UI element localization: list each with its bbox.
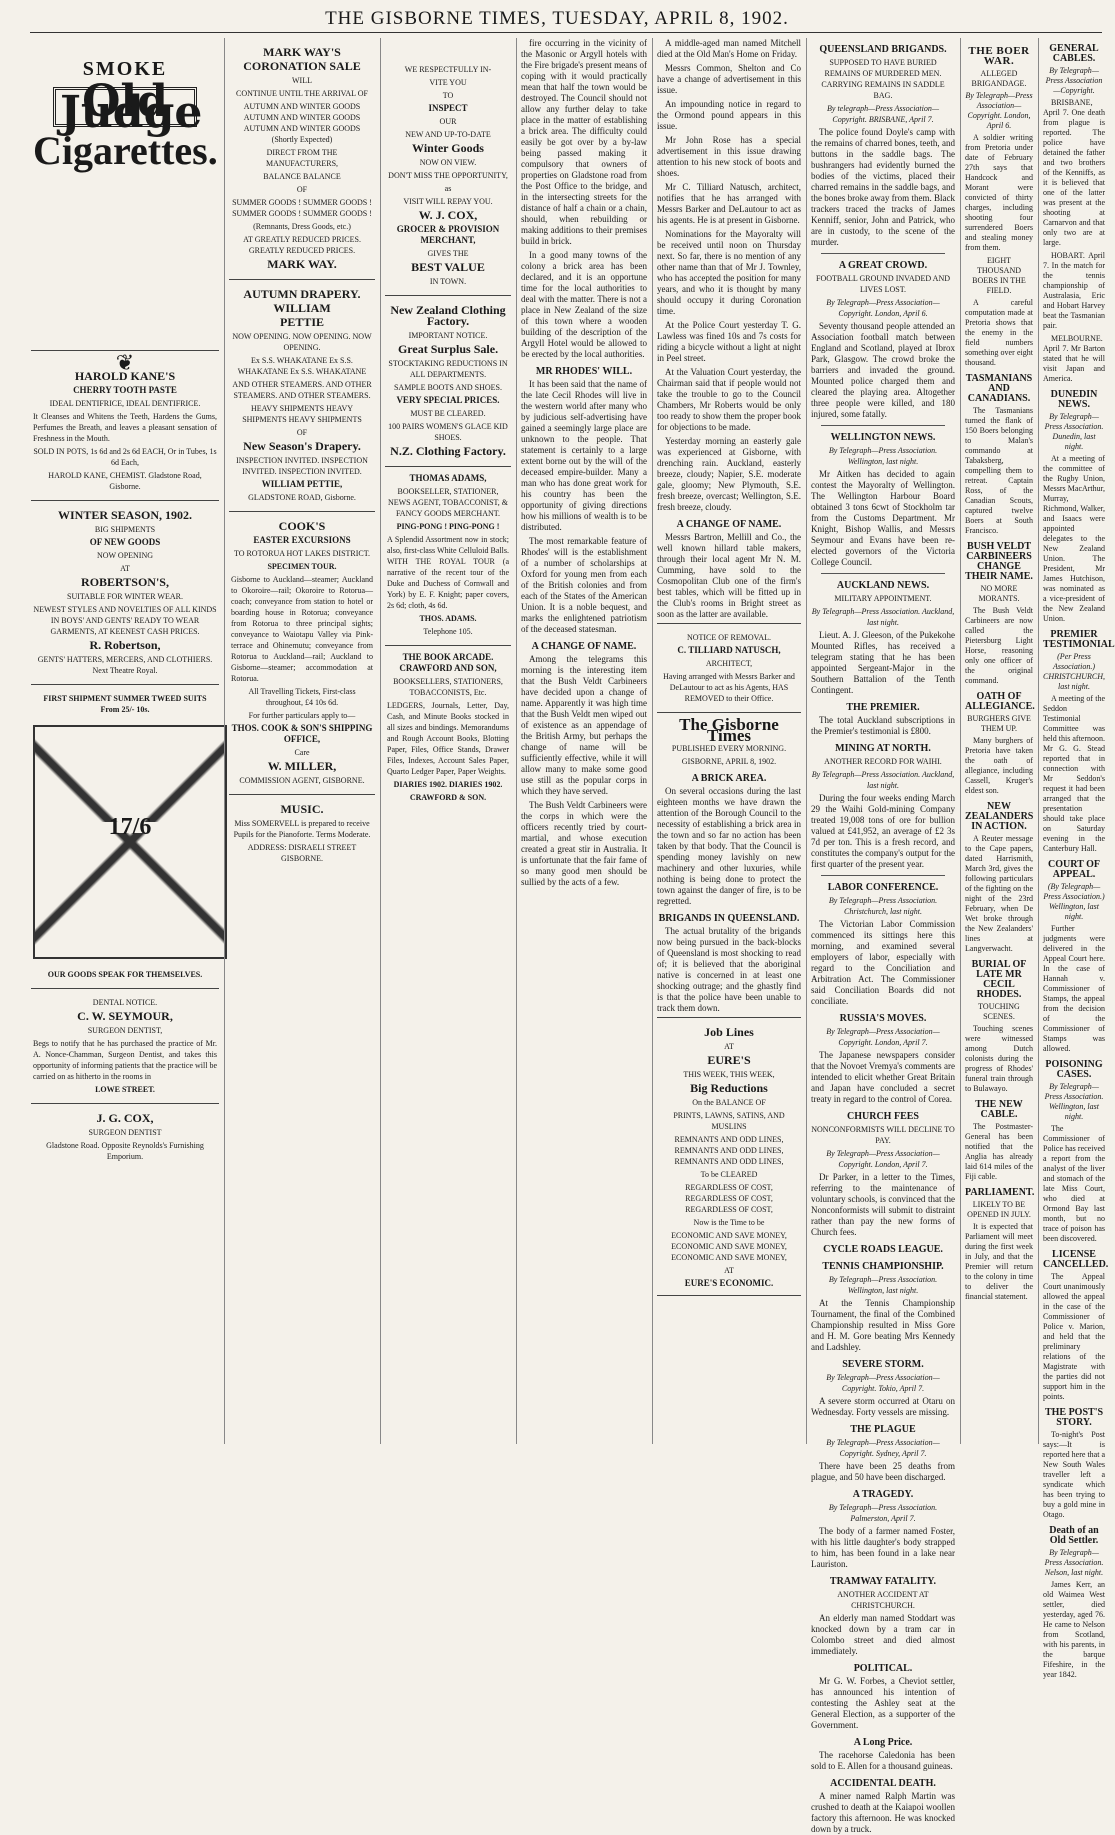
robertson-shop: ROBERTSON'S, (81, 575, 169, 589)
cook-to: TO ROTORUA HOT LAKES DISTRICT. (233, 549, 371, 558)
plague-by: By Telegraph—Press Association—Copyright. Sydney, April 7. (826, 1438, 940, 1458)
nz-clothing-ad (385, 296, 511, 467)
dental-body: Begs to notify that he has purchased the practice of Mr. A. Nonce-Chamman, Surgeon Dentist, and takes this opportunity of informing patients that the practice will be carried on as hitherto in the rooms in (33, 1039, 217, 1081)
tragedy-by: By Telegraph—Press Association. Palmerston, April 7. (828, 1503, 938, 1523)
cox-vite: VITE YOU (429, 78, 467, 87)
change-name-heading: A CHANGE OF NAME. (531, 641, 637, 652)
brick-area-heading: A BRICK AREA. (691, 773, 767, 784)
music-addr: ADDRESS: DISRAELI STREET GISBORNE. (247, 843, 357, 863)
brigands-heading: BRIGANDS IN QUEENSLAND. (658, 913, 800, 924)
robertson-ad (31, 501, 219, 685)
column-1 (28, 38, 222, 1444)
nz-action-heading: NEW ZEALANDERS IN ACTION. (965, 801, 1034, 832)
cigarettes-title: Cigarettes. (33, 128, 218, 173)
post-story-heading: THE POST'S STORY. (1044, 1407, 1104, 1428)
column-divider (224, 38, 225, 1444)
pettie-drapery: New Season's Drapery. (243, 439, 361, 453)
tasmanians-heading: TASMANIANS AND CANADIANS. (965, 373, 1033, 404)
article-paragraph: Messrs Common, Shelton and Co have a change of advertisement in this issue. (657, 63, 801, 95)
column-6 (808, 38, 958, 1834)
article-paragraph: The Appeal Court unanimously allowed the appeal in the case of the Commissioner of Police v. Marion, and held that the preliminary relations of the Magistrate with the parties did not support him in the points. (1043, 1272, 1105, 1401)
robertson-name: R. Robertson, (89, 638, 161, 652)
jobs-now: Now is the Time to be (693, 1218, 765, 1227)
dentist2-name: J. G. COX, (96, 1111, 154, 1125)
article-paragraph: It has been said that the name of the late Cecil Rhodes will live in the western world after many who by judicious self-advertising have gained a seemingly large place are unknown to the people. That statement is certainly to a large extent borne out by the will of the deceased empire-builder. Many a man who has done great work for his country has been the opportunity of giving directions how his millions of wealth is to be distributed. (521, 379, 647, 532)
article-paragraph: BRISBANE, April 7. One death from plague is reported. The police have detained the father and two brothers of the Kenniffs, as it is believed that one of the latter was present at the shooting at Carnarvon and that only two are at large. (1043, 98, 1105, 247)
nz-factory: N.Z. Clothing Factory. (390, 444, 506, 458)
toothpaste-ad (31, 351, 219, 501)
dentist2-title: SURGEON DENTIST (88, 1128, 162, 1137)
article-paragraph: In a good many towns of the colony a brick area has been declared, and it is an opportune time for the local authorities to deal with the matter. There is not a place in New Zealand of the size of this town where a wooden building of the description of the Argyll Hotel would be allowed to be erected by the local authorities. (521, 250, 647, 359)
church-heading: CHURCH FEES (847, 1111, 919, 1122)
markway-of: OF (296, 185, 308, 194)
cook-body: Gisborne to Auckland—steamer; Auckland to Okoroire—rail; Okoroire to Rotorua—coach; conveyance from station to hotel or boarding house in Rotorua; conveyance from Rotorua to three principal sights; conveyance to Waiotapu Valley via Pink-terrace and Ohinemutu; conveyance from Rotorua to Auckland—rail; Auckland to Gisborne—steamer; accommodation at Rotorua. (231, 575, 373, 683)
nz-surplus: Great Surplus Sale. (397, 342, 499, 356)
column-2 (226, 38, 378, 1444)
tailor-top: FIRST SHIPMENT SUMMER TWEED SUITS From 25/- 10s. (43, 694, 207, 714)
robertson-trade: GENTS' HATTERS, MERCERS, AND CLOTHIERS. Next Theatre Royal. (37, 655, 213, 675)
tailor-diamond (33, 725, 227, 959)
russia-by: By Telegraph—Press Association—Copyright. London, April 7. (826, 1027, 940, 1047)
cook-price: All Travelling Tickets, First-class throughout, £4 10s 6d. (248, 687, 356, 707)
column-divider (806, 38, 807, 1444)
dunedin-by: By Telegraph—Press Association. Dunedin, last night. (1044, 412, 1104, 451)
book-arcade-ad (385, 646, 511, 811)
waihi-by: By Telegraph—Press Association. Auckland, last night. (811, 770, 955, 790)
crowd-sub: FOOTBALL GROUND INVADED AND LIVES LOST. (816, 274, 950, 294)
gisborne-times-title: The Gisborne Times (679, 715, 779, 745)
column-7 (962, 38, 1036, 1444)
pettie-ad (229, 280, 375, 512)
article-paragraph: The racehorse Caledonia has been sold to E. Allen for a thousand guineas. (811, 1750, 955, 1771)
winter-line-1: BIG SHIPMENTS (94, 525, 156, 534)
article-paragraph: The actual brutality of the brigands now being pursued in the back-blocks of Queensland is most shocking to read of; it is believed that the aboriginal native is concerned in at least one shocking outrage; and the ghastly find is that the police have been unable to track them down. (657, 926, 801, 1013)
premier-testimonial-heading: PREMIER TESTIMONIAL (1043, 629, 1115, 650)
markway-goods: AUTUMN AND WINTER GOODS AUTUMN AND WINTER GOODS AUTUMN AND WINTER GOODS (Shortly Expected) (243, 102, 361, 144)
old-settler-by: By Telegraph—Press Association. Nelson, last night. (1044, 1548, 1104, 1577)
article-paragraph: The Japanese newspapers consider that the Novoet Vremya's comments are intended to elicit whether Great Britain and Japan have concluded a secret treaty in regard to the control of Corea. (811, 1050, 955, 1104)
dental-title: SURGEON DENTIST, (87, 1026, 163, 1035)
gt-date: GISBORNE, APRIL 8, 1902. (681, 757, 777, 766)
crest-icon: ❦ (115, 350, 135, 375)
toothpaste-line: IDEAL DENTIFRICE, IDEAL DENTIFRICE. (49, 399, 201, 408)
winter-line-4: AT (120, 564, 130, 573)
premier-heading: THE PREMIER. (846, 702, 920, 713)
tailor-price: 17/6 (90, 822, 170, 833)
markway-will: WILL (292, 76, 312, 85)
cox-as: as (444, 184, 452, 193)
notice-title: ARCHITECT, (705, 659, 753, 668)
cox-name: W. J. COX, (418, 208, 478, 222)
cox-our: OUR (439, 117, 457, 126)
bush-veldt-heading: BUSH VELDT CARBINEERS CHANGE THEIR NAME. (965, 541, 1033, 582)
crowd-by: By Telegraph—Press Association—Copyright. London, April 6. (826, 298, 940, 318)
jobs-items: PRINTS, LAWNS, SATINS, AND MUSLINS (673, 1111, 785, 1131)
article-paragraph: The total Auckland subscriptions in the Premier's testimonial is £800. (811, 715, 955, 736)
wellington-heading: WELLINGTON NEWS. (830, 432, 936, 443)
court-appeal-by: (By Telegraph—Press Association.) Wellington, last night. (1043, 882, 1105, 921)
article-paragraph: The Bush Veldt Carbineers are now called the Pietersburg Light Horse, reasoning only one officer of the original command. (965, 606, 1033, 685)
book-body: LEDGERS, Journals, Letter, Day, Cash, and Minute Books stocked in all sizes and bindings. Memorandums and Rough Account Books, Blotting Paper, Files, Office Stands, Drawer Files, Indexes, Account Sales Paper, Quarto Ledger Paper, Paper Weights. (387, 701, 509, 776)
auckland-by: By Telegraph—Press Association. Auckland, last night. (811, 607, 955, 627)
adams-trade: BOOKSELLER, STATIONER, NEWS AGENT, TOBACCONIST, & FANCY GOODS MERCHANT. (387, 487, 509, 518)
article-paragraph: At the Valuation Court yesterday, the Chairman said that if people would not take the trouble to go to the Council Chambers, Mr Roberts would be only too ready to show them the proper book for objections to be made. (657, 367, 801, 432)
article-paragraph: It is expected that Parliament will meet during the first week in July, and that the Premier will return to the colony in time to deliver the financial statement. (965, 1222, 1033, 1301)
music-ad (229, 795, 375, 872)
article-paragraph: Further judgments were delivered in the Appeal Court here. In the case of Hannah v. Commissioner of Stamps, the appeal from the decision of the Commissioner of Stamps was allowed. (1043, 924, 1105, 1053)
boer-sub-2: EIGHT THOUSAND BOERS IN THE FIELD. (972, 256, 1026, 295)
article-paragraph: At the Police Court yesterday T. G. Lawless was fined 10s and 7s costs for riding a bicycle without a light at night in Peel street. (657, 320, 801, 363)
boer-by: By Telegraph—Press Association—Copyright. London, April 6. (965, 91, 1033, 130)
qb-sub: SUPPOSED TO HAVE BURIED REMAINS OF MURDERED MEN. CARRYING REMAINS IN SADDLE BAG. (821, 58, 945, 100)
autumn-title: AUTUMN DRAPERY. (243, 287, 361, 301)
markway-direct: DIRECT FROM THE MANUFACTURERS, (265, 148, 339, 168)
article-paragraph: Lieut. A. J. Gleeson, of the Pukekohe Mounted Rifles, has received a telegram stating that he has been appointed Sergeant-Major in the Southern Battalion of the Tenth Contingent. (811, 630, 955, 695)
cox-view: NOW ON VIEW. (419, 158, 477, 167)
book-trade: BOOKSELLERS, STATIONERS, TOBACCONISTS, Etc. (393, 677, 503, 697)
dental-ad (31, 989, 219, 1104)
wellington-by: By Telegraph—Press Association. Wellington, last night. (828, 446, 938, 466)
divider (821, 875, 945, 876)
adams-name: THOMAS ADAMS, (409, 473, 487, 483)
book-name: CRAWFORD AND SON, (399, 663, 497, 673)
article-paragraph: The Tasmanians turned the flank of 150 Boers belonging to Malan's commando at Tabaksberg, compelling them to retreat. Captain Ross, of the Canadian Scouts, captured twelve Boers at South Francisco. (965, 406, 1033, 535)
jobs-at: AT (724, 1042, 734, 1051)
article-paragraph: On several occasions during the last eighteen months we have drawn the attention of the Borough Council to the necessity of establishing a brick area in the town and so far no action has been taken by that body. That the Council is spending money lavishly on new machinery and other luxuries, while nothing is being done to protect the town against the danger of fire, is to be regretted. (657, 786, 801, 906)
article-paragraph: Mr Aitken has decided to again contest the Mayoralty of Wellington. The Wellington Harbour Board obtained 3 tons 6cwt of Stockholm tar from the Customs Department. Mr Knight, Bishop Wallis, and Messrs Seymour and Evans have been re-elected governors of the Victoria College Council. (811, 469, 955, 567)
premier-testimonial-by: (Per Press Association.) CHRISTCHURCH, last night. (1043, 652, 1106, 691)
toothpaste-title: CHERRY TOOTH PASTE (73, 385, 177, 395)
article-paragraph: Nominations for the Mayoralty will be received until noon on Thursday next. So far, there is no mention of any other name than that of Mr J. Townley, who has accepted the position for many years, and who it is thought by many should occupy it during Coronation time. (657, 229, 801, 316)
column-divider (652, 38, 653, 1444)
tailor-ad (31, 685, 219, 989)
article-paragraph: At the Tennis Championship Tournament, the final of the Combined Championship resulted in Miss Gore and H. M. Gore beating Mrs Kennedy and Ladshley. (811, 1298, 955, 1352)
column-8 (1040, 38, 1115, 1679)
waihi-heading: MINING AT NORTH. (835, 743, 931, 754)
jobs-at2: AT (724, 1266, 734, 1275)
accidental-death-heading: ACCIDENTAL DEATH. (830, 1778, 936, 1789)
cox-grocer: GROCER & PROVISION (396, 224, 500, 234)
divider (821, 573, 945, 574)
jobs-week: THIS WEEK, THIS WEEK, (683, 1070, 775, 1079)
smoke-heading: SMOKE (82, 58, 168, 80)
article-paragraph: Mr C. Tilliard Natusch, architect, notifies that he has arranged with Messrs Barker and DeLautour to act as his agents. He is at present in Gisborne. (657, 182, 801, 225)
cook-title: COOK'S (278, 519, 326, 533)
article-paragraph: To-night's Post says:—It is reported here that a New South Wales traveller left a syndicate which has been trying to buy a gold mine in Otago. (1043, 1430, 1105, 1519)
adams-phone: Telephone 105. (423, 627, 473, 636)
book-diaries: DIARIES 1902. DIARIES 1902. (393, 780, 503, 789)
jobs-title: Job Lines (704, 1025, 754, 1039)
cox-to: TO (442, 91, 454, 100)
oath-heading: OATH OF ALLEGIANCE. (965, 691, 1035, 712)
article-paragraph: During the four weeks ending March 29 the Waihi Gold-mining Company treated 19,008 tons of ore for bullion valued at £41,952, an average of £2 3s 7d per ton. This is a fresh record, and constitutes the company's output for the first quarter of the present year. (811, 793, 955, 869)
cycle-heading: CYCLE ROADS LEAGUE. (823, 1244, 943, 1255)
long-price-heading: A Long Price. (853, 1737, 913, 1748)
article-paragraph: Messrs Bartron, Mellill and Co., the well known hillard table makers, through their local agent Mr N. M. Cumming, have sold to the Cosmopolitan Club one of the firm's best tables, which will be fitted up in the Club's rooms in Bright street as soon as the latter are available. (657, 532, 801, 619)
article-paragraph: A severe storm occurred at Otaru on Wednesday. Forty vessels are missing. (811, 1396, 955, 1417)
cox-town: IN TOWN. (429, 277, 467, 286)
column-5 (654, 38, 804, 1444)
cox-dentist-ad (31, 1104, 219, 1170)
new-cable-heading: THE NEW CABLE. (975, 1099, 1023, 1120)
storm-by: By Telegraph—Press Association—Copyright. Tokio, April 7. (826, 1373, 940, 1393)
jobs-footer: EURE'S ECONOMIC. (684, 1278, 774, 1288)
natusch-ad (657, 623, 801, 713)
markway-ad (229, 38, 375, 280)
column-4 (518, 38, 650, 1444)
article-paragraph: A careful computation made at Pretoria shows that the enemy in the field numbers something over eight thousand. (965, 298, 1033, 367)
markway-prices: AT GREATLY REDUCED PRICES. GREATLY REDUCED PRICES. (243, 235, 361, 255)
column-divider (516, 38, 517, 1444)
boer-war-heading: THE BOER WAR. (968, 45, 1030, 67)
article-paragraph: Mr G. W. Forbes, a Cheviot settler, has announced his intention of contesting the Ashley seat at the General Election, as a supporter of the Government. (811, 1676, 955, 1730)
rhodes-will-heading: MR RHODES' WILL. (535, 366, 633, 377)
nz-stock: STOCKTAKING REDUCTIONS IN ALL DEPARTMENTS. (388, 359, 508, 379)
jobs-cleared: To be CLEARED (700, 1170, 758, 1179)
article-paragraph: A soldier writing from Pretoria under date of February 27th says that Handcock and Morant were convicted of thirty charges, including shooting four surrendered Boers and stealing money from them. (965, 133, 1033, 252)
jobs-on: On the BALANCE OF (692, 1098, 766, 1107)
toothpaste-chemist: HAROLD KANE, CHEMIST. Gladstone Road, Gisborne. (48, 471, 202, 491)
bush-veldt-sub: NO MORE MORANTS. (978, 584, 1020, 603)
article-paragraph: The Postmaster-General has been notified that the Anglia has already laid 614 miles of the Fiji cable. (965, 1122, 1033, 1181)
dunedin-heading: DUNEDIN NEWS. (1050, 389, 1098, 410)
pettie-other: AND OTHER STEAMERS. AND OTHER STEAMERS. AND OTHER STEAMERS. (232, 380, 372, 400)
dentist2-addr: Gladstone Road. Opposite Reynolds's Furnishing Emporium. (46, 1141, 204, 1161)
article-paragraph: The police found Doyle's camp with the remains of charred bones, teeth, and buttons in the saddle bags. The bushrangers had evidently burned the bodies of the victims, placed their charred remains in the saddle bags, and the bones broke away from them. Black trackers traced the tracks of James Kenniff, senior, John and Patrick, who are in custody, to the scene of the murder. (811, 127, 955, 247)
column-divider (1038, 38, 1039, 1444)
russia-heading: RUSSIA'S MOVES. (839, 1013, 927, 1024)
labour-heading: LABOR CONFERENCE. (827, 882, 939, 893)
pettie-name: WILLIAM PETTIE, (261, 479, 343, 489)
pettie-last: PETTIE (279, 315, 324, 329)
masthead-rule (30, 32, 1102, 33)
oath-sub: BURGHERS GIVE THEM UP. (967, 714, 1031, 733)
notice-heading: NOTICE OF REMOVAL. (686, 633, 772, 642)
article-paragraph: Seventy thousand people attended an Association football match between England and Scotland, played at Ibrox Park, Glasgow. The crowd broke the barriers and invaded the ground. Mounted police charged them and cleared the playing area. Altogether three people were killed, and 180 injured, some fatally. (811, 321, 955, 419)
storm-heading: SEVERE STORM. (842, 1359, 924, 1370)
church-sub: NONCONFORMISTS WILL DECLINE TO PAY. (811, 1125, 955, 1145)
divider (821, 253, 945, 254)
shipping-role: COMMISSION AGENT, GISBORNE. (239, 776, 365, 785)
divider (821, 425, 945, 426)
cook-sub: EASTER EXCURSIONS (253, 535, 351, 545)
old-settler-heading: Death of an Old Settler. (1049, 1525, 1099, 1546)
eure-ad (657, 1017, 801, 1296)
article-paragraph: Yesterday morning an easterly gale was experienced at Gisborne, with drenching rain. Auckland, easterly breeze, cloudy; Napier, S.E. moderate gale, gloomy; New Plymouth, S.E. fresh breeze, overcast; Wellington, S.E. fresh breeze, cloudy. (657, 436, 801, 512)
church-by: By Telegraph—Press Association—Copyright. London, April 7. (826, 1149, 940, 1169)
gt-pub: PUBLISHED EVERY MORNING. (671, 744, 787, 753)
article-paragraph: MELBOURNE. April 7. Mr Barton stated that he will visit Japan and America. (1043, 334, 1105, 383)
pettie-of: OF (296, 428, 308, 437)
markway-name: MARK WAY. (267, 257, 337, 271)
cox-we: WE RESPECTFULLY IN- (404, 65, 492, 74)
article-paragraph: Many burghers of Pretoria have taken the oath of allegiance, including Cassell, Kruger's eldest son. (965, 736, 1033, 795)
nz-cleared: MUST BE CLEARED. (410, 409, 486, 418)
auckland-sub: MILITARY APPOINTMENT. (834, 594, 932, 603)
parliament-heading: PARLIAMENT. (965, 1187, 1035, 1198)
jobs-remnants: REMNANTS AND ODD LINES, REMNANTS AND ODD LINES, REMNANTS AND ODD LINES, (674, 1135, 784, 1166)
markway-continue: CONTINUE UNTIL THE ARRIVAL OF (236, 89, 368, 98)
court-appeal-heading: COURT OF APPEAL. (1048, 859, 1100, 880)
article-paragraph: The Commissioner of Police has received a report from the analyst of the liver and stomach of the late Miss Court, who died at Ormond Bay last month, but no trace of poison has been discovered. (1043, 1124, 1105, 1243)
tramway-heading: TRAMWAY FATALITY. (829, 1576, 937, 1587)
tender-heading: A CHANGE OF NAME. (676, 519, 782, 530)
book-sig: CRAWFORD & SON. (409, 793, 487, 802)
cook-ticket: SPECIMEN TOUR. (267, 562, 337, 571)
pettie-invited: INSPECTION INVITED. INSPECTION INVITED. INSPECTION INVITED. (236, 456, 368, 476)
poisoning-heading: POISONING CASES. (1045, 1059, 1103, 1080)
pettie-opening: NOW OPENING. NOW OPENING. NOW OPENING. (232, 332, 372, 352)
pettie-first: WILLIAM (273, 301, 331, 315)
general-cables-heading: GENERAL CABLES. (1049, 43, 1099, 64)
tailor-bottom: OUR GOODS SPEAK FOR THEMSELVES. (47, 970, 203, 979)
article-paragraph: There have been 25 deaths from plague, and 50 have been discharged. (811, 1461, 955, 1482)
article-paragraph: A miner named Ralph Martin was crushed to death at the Kaiapoi woollen factory this afternoon. He was knocked down by a truck. (811, 1791, 955, 1834)
jobs-shop: EURE'S (707, 1053, 751, 1067)
cox-best: BEST VALUE (411, 260, 485, 274)
masthead: THE GISBORNE TIMES, TUESDAY, APRIL 8, 1902. (325, 8, 789, 29)
old-judge-title: Old Judge (53, 87, 197, 127)
pettie-addr: GLADSTONE ROAD, Gisborne. (248, 493, 356, 502)
labour-by: By Telegraph—Press Association. Christchurch, last night. (828, 896, 938, 916)
rhodes-burial-sub: TOUCHING SCENES. (978, 1002, 1020, 1021)
book-title: THE BOOK ARCADE. (402, 652, 494, 662)
article-paragraph: At a meeting of the committee of the Rugby Union, Messrs MacArthur, Murray, Richmond, Walker, and Isaacs were appointed delegates to the New Zealand Union. The President, Mr James Hutchison, was nominated as a vice-president of the New Zealand Union. (1043, 454, 1105, 623)
old-judge-ad (31, 38, 219, 351)
toothpaste-body: It Cleanses and Whitens the Teeth, Hardens the Gums, Perfumes the Breath, and leaves a pleasant sensation of Freshness in the Mouth. (33, 412, 217, 443)
markway-remnants: (Remnants, Dress Goods, etc.) (253, 222, 351, 231)
nz-pairs: 100 PAIRS WOMEN'S GLACE KID SHOES. (388, 422, 508, 442)
adams-sig: THOS. ADAMS. (419, 614, 477, 623)
markway-summer: SUMMER GOODS ! SUMMER GOODS ! SUMMER GOODS ! SUMMER GOODS ! (232, 198, 372, 218)
cox-visit: VISIT WILL REPAY YOU. (403, 197, 493, 206)
notice-name: C. TILLIARD NATUSCH, (677, 645, 781, 655)
cox-winter: Winter Goods (412, 141, 484, 155)
cox-ad (385, 38, 511, 296)
crowd-heading: A GREAT CROWD. (838, 260, 928, 271)
article-paragraph: A meeting of the Seddon Testimonial Committee was held this afternoon. Mr G. G. Stead reported that in connection with Mr Seddon's request it had been arranged that the presentation should take place on Saturday evening in the Canterbury Hall. (1043, 694, 1105, 853)
article-paragraph: The body of a farmer named Foster, with his little daughter's body strapped to him, has been found in a lake near Lauriston. (811, 1526, 955, 1569)
jobs-econ: ECONOMIC AND SAVE MONEY, ECONOMIC AND SAVE MONEY, ECONOMIC AND SAVE MONEY, (671, 1231, 787, 1262)
cox-gives: GIVES THE (427, 249, 469, 258)
dental-name: C. W. SEYMOUR, (77, 1009, 173, 1023)
nz-special: VERY SPECIAL PRICES. (396, 395, 500, 405)
qb-by: By telegraph—Press Association—Copyright. BRISBANE, April 7. (827, 104, 939, 124)
winter-title: WINTER SEASON, 1902. (57, 508, 193, 522)
article-paragraph: fire occurring in the vicinity of the Masonic or Argyll hotels with the Fire brigade's present means of coping with it would practically mean that half the town would be destroyed. The Council should not allow any further delay to take place in the matter of establishing a brick area. The difficulty could easily be got over by a by-law being passed making it compulsory that owners of properties on Gladstone road from the Post Office to the bridge, and in the intersecting streets for the distance of half a chain or a chain, should, when rebuilding or making additions to their premises build in brick. (521, 38, 647, 246)
article-paragraph: A Reuter message to the Cape papers, dated Harrismith, March 3rd, gives the following particulars of the fighting on the night of the 23rd February, when De Wet broke through the New Zealanders' lines at Langverwacht. (965, 834, 1033, 953)
political-heading: POLITICAL. (853, 1663, 913, 1674)
winter-line-5: SUITABLE FOR WINTER WEAR. (67, 592, 183, 601)
cox-inspect: INSPECT (428, 103, 468, 113)
article-paragraph: Touching scenes were witnessed among Dutch colonists during the progress of Rhodes' funeral train through to Bulawayo. (965, 1024, 1033, 1093)
article-paragraph: James Kerr, an old Waimea West settler, died yesterday, aged 76. He came to Nelson from Scotland, with his parents, in the barque Fifeshire, in the year 1842. (1043, 1580, 1105, 1679)
pettie-heavy: HEAVY SHIPMENTS HEAVY SHIPMENTS HEAVY SHIPMENTS (242, 404, 362, 424)
article-paragraph: An impounding notice in regard to the Ormond pound appears in this issue. (657, 99, 801, 131)
article-paragraph: A middle-aged man named Mitchell died at the Old Man's Home on Friday. (657, 38, 801, 59)
dental-street: LOWE STREET. (95, 1085, 155, 1094)
nz-title: New Zealand Clothing Factory. (390, 303, 506, 328)
article-paragraph: Among the telegrams this morning is the interesting item that the Bush Veldt Carbineers have decided upon a change of name. Apparently it was high time that the Bush Veldt men wiped out of existence as an appendage of the British Army, but perhaps the change of name will be sufficiently effective, while it will allow many to make some good use still as the popular corps in which they have served. (521, 654, 647, 796)
article-paragraph: The Bush Veldt Carbineers were the corps in which were the officers recently tried by court-martial, and whose execution created a great stir in Australia. It is unfortunate that the fair fame of so many good men should be sullied by the acts of a few. (521, 800, 647, 887)
parliament-sub: LIKELY TO BE OPENED IN JULY. (967, 1200, 1031, 1219)
poisoning-by: By Telegraph—Press Association. Wellington, last night. (1044, 1082, 1104, 1121)
music-body: Miss SOMERVELL is prepared to receive Pupils for the Pianoforte. Terms Moderate. (233, 819, 371, 839)
shipping-name: THOS. COOK & SON'S SHIPPING OFFICE, (231, 723, 373, 744)
cox-dont: DON'T MISS THE OPPORTUNITY, (388, 171, 508, 180)
winter-line-2: OF NEW GOODS (89, 537, 161, 547)
jobs-regardless: REGARDLESS OF COST, REGARDLESS OF COST, REGARDLESS OF COST, (685, 1183, 773, 1214)
license-heading: LICENSE CANCELLED. (1043, 1249, 1109, 1270)
notice-body: Having arranged with Messrs Barker and DeLautour to act as his Agents, HAS REMOVED to their Office. (663, 672, 795, 703)
nz-notice: IMPORTANT NOTICE. (408, 331, 488, 340)
shipping-care: Care (294, 748, 310, 757)
markway-balance: BALANCE BALANCE (263, 172, 341, 181)
winter-line-6: NEWEST STYLES AND NOVELTIES OF ALL KINDS IN BOYS' AND GENTS' READY TO WEAR GARMENTS, AT KEENEST CASH PRICES. (33, 605, 217, 636)
winter-line-3: NOW OPENING (96, 551, 154, 560)
tennis-heading: TENNIS CHAMPIONSHIP. (822, 1261, 944, 1272)
tennis-by: By Telegraph—Press Association. Wellington, last night. (828, 1275, 938, 1295)
auckland-heading: AUCKLAND NEWS. (836, 580, 930, 591)
cox-merchant: MERCHANT, (420, 235, 476, 245)
cook-ad (229, 512, 375, 795)
tramway-sub: ANOTHER ACCIDENT AT CHRISTCHURCH. (837, 1590, 929, 1610)
toothpaste-price: SOLD IN POTS, 1s 6d and 2s 6d EACH, Or in Tubes, 1s 6d Each, (33, 447, 217, 467)
qb-heading: QUEENSLAND BRIGANDS. (819, 44, 947, 55)
article-paragraph: An elderly man named Stoddart was knocked down by a tram car in Colombo street and died almost immediately. (811, 1613, 955, 1656)
column-divider (960, 38, 961, 1444)
cox-new: NEW AND UP-TO-DATE (405, 130, 491, 139)
nz-sample: SAMPLE BOOTS AND SHOES. (393, 383, 503, 392)
adams-ping: PING-PONG ! PING-PONG ! (396, 522, 500, 531)
toothpaste-maker: HAROLD KANE'S (74, 369, 176, 383)
pettie-ships: Ex S.S. WHAKATANE Ex S.S. WHAKATANE Ex S.S. WHAKATANE (237, 356, 367, 376)
rhodes-burial-heading: BURIAL OF LATE MR CECIL RHODES. (971, 959, 1027, 1000)
column-divider (380, 38, 381, 1444)
article-paragraph: Dr Parker, in a letter to the Times, referring to the maintenance of voluntary schools, is convinced that the Nonconformists will submit to distraint rather than pay the new forms of Church fees. (811, 1172, 955, 1237)
article-paragraph: The Victorian Labor Commission commenced its sittings here this morning, and examined several employers of labor, especially with regard to the Conciliation and Arbitration Act. The Commissioner said Conciliation Boards did not conciliate. (811, 919, 955, 1006)
shipping-agent: W. MILLER, (267, 759, 337, 773)
article-paragraph: Mr John Rose has a special advertisement in this issue drawing attention to his new stock of boots and shoes. (657, 135, 801, 178)
music-title: MUSIC. (280, 802, 324, 816)
dental-notice: DENTAL NOTICE. (92, 998, 158, 1007)
jobs-big: Big Reductions (690, 1081, 768, 1095)
tragedy-heading: A TRAGEDY. (852, 1489, 914, 1500)
general-cables-by: By Telegraph—Press Association—Copyright. (1045, 66, 1103, 95)
adams-ad (385, 467, 511, 646)
adams-body: A Splendid Assortment now in stock; also, first-class White Celluloid Balls. WITH THE ROYAL TOUR (a narrative of the recent tour of the Duke and Duchess of Cornwall and York) by E. F. Knight; paper covers, 2s 6d; cloth, 4s 6d. (387, 535, 509, 610)
cook-footer: For further particulars apply to— (248, 711, 356, 720)
waihi-sub: ANOTHER RECORD FOR WAIHI. (824, 757, 942, 766)
plague-heading: THE PLAGUE (850, 1424, 916, 1435)
markway-title: MARK WAY'S (263, 45, 341, 59)
markway-sale: CORONATION SALE (243, 59, 361, 73)
column-3 (382, 38, 514, 1444)
article-paragraph: HOBART. April 7. In the match for the tennis championship of Australasia, Eric and Hobart Harvey beat the Tasmanian pair. (1043, 251, 1105, 330)
article-paragraph: The most remarkable feature of Rhodes' will is the establishment of a number of scholarships at Oxford for young men from each of the British colonies and from each of the States of the American Union. It is a noble bequest, and marks the enlightened patriotism of the deceased statesman. (521, 536, 647, 634)
boer-sub: ALLEGED BRIGANDAGE. (971, 69, 1027, 88)
